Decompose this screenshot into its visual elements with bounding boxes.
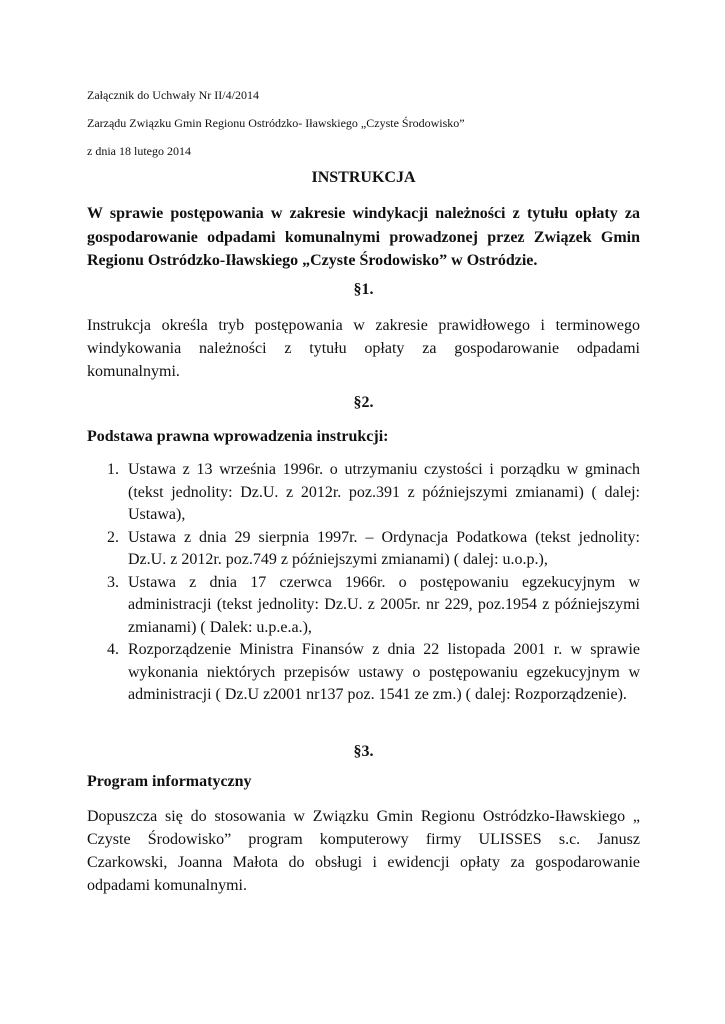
list-item-line: Ustawa),	[128, 506, 186, 523]
list-item-line: administracji (tekst jednolity: Dz.U. z 2005r. nr 229, poz.1954 z późniejszymi	[128, 596, 640, 613]
section-2-mark: §2.	[353, 394, 374, 411]
paragraph-line: Czyste Środowisko” program komputerowy firmy ULISSES s.c. Janusz	[87, 831, 640, 848]
subtitle-line: gospodarowanie odpadami komunalnymi prowadzonej przez Związek Gmin	[87, 228, 640, 246]
section-1-mark: §1.	[353, 281, 374, 298]
paragraph-line: Dopuszcza się do stosowania w Związku Gmin Regionu Ostródzko-Iławskiego „	[87, 808, 640, 825]
paragraph-line: komunalnymi.	[87, 363, 180, 380]
document-subtitle	[87, 202, 640, 273]
section-1-paragraph	[87, 314, 640, 383]
board-reference: Zarządu Związku Gmin Regionu Ostródzko- Iławskiego „Czyste Środowisko”	[87, 116, 465, 130]
subtitle-line: Regionu Ostródzko-Iławskiego „Czyste Środowisko” w Ostródzie.	[87, 252, 538, 269]
list-item-number: 3.	[107, 573, 119, 591]
list-item	[87, 639, 640, 707]
list-item-line: zmianami) ( Dalek: u.p.e.a.),	[128, 618, 312, 636]
subtitle-line: W sprawie postępowania w zakresie windykacji należności z tytułu opłaty za	[87, 205, 640, 222]
list-item-line: Ustawa z dnia 17 czerwca 1966r. o postępowaniu egzekucyjnym w	[128, 573, 640, 591]
list-item-line: administracji ( Dz.U z2001 nr137 poz. 1541 ze zm.) ( dalej: Rozporządzenie).	[128, 686, 627, 703]
section-2-heading: Podstawa prawna wprowadzenia instrukcji:	[87, 428, 389, 445]
legal-basis-list	[87, 459, 640, 707]
list-item-number: 2.	[107, 528, 119, 546]
list-item-line: Ustawa z dnia 29 sierpnia 1997r. – Ordynacja Podatkowa (tekst jednolity:	[128, 528, 640, 546]
list-item-number: 4.	[107, 641, 119, 658]
list-item-line: Dz.U. z 2012r. poz.749 z późniejszymi zmianami) ( dalej: u.o.p.),	[128, 551, 548, 568]
date-reference: z dnia 18 lutego 2014	[87, 144, 191, 158]
list-item-line: wykonania niektórych przepisów ustawy o postępowaniu egzekucyjnym w	[128, 663, 640, 681]
paragraph-line: windykowania należności z tytułu opłaty za gospodarowanie odpadami	[87, 340, 640, 357]
list-item-number: 1.	[107, 461, 119, 478]
paragraph-line: Czarkowski, Joanna Małota do obsługi i ewidencji opłaty za gospodarowanie	[87, 854, 640, 871]
section-3-heading: Program informatyczny	[87, 773, 252, 790]
paragraph-line: odpadami komunalnymi.	[87, 877, 247, 894]
list-item	[87, 459, 640, 527]
list-item	[87, 527, 640, 572]
document-title: INSTRUKCJA	[311, 169, 416, 186]
section-3-paragraph	[87, 805, 640, 897]
section-3-mark: §3.	[353, 743, 374, 760]
list-item-line: (tekst jednolity: Dz.U. z 2012r. poz.391 z późniejszymi zmianami) ( dalej:	[128, 483, 640, 501]
attachment-reference: Załącznik do Uchwały Nr II/4/2014	[87, 88, 259, 102]
paragraph-line: Instrukcja określa tryb postępowania w zakresie prawidłowego i terminowego	[87, 317, 640, 334]
list-item-line: Ustawa z 13 września 1996r. o utrzymaniu czystości i porządku w gminach	[128, 461, 640, 478]
list-item	[87, 572, 640, 640]
list-item-line: Rozporządzenie Ministra Finansów z dnia 22 listopada 2001 r. w sprawie	[128, 641, 640, 658]
